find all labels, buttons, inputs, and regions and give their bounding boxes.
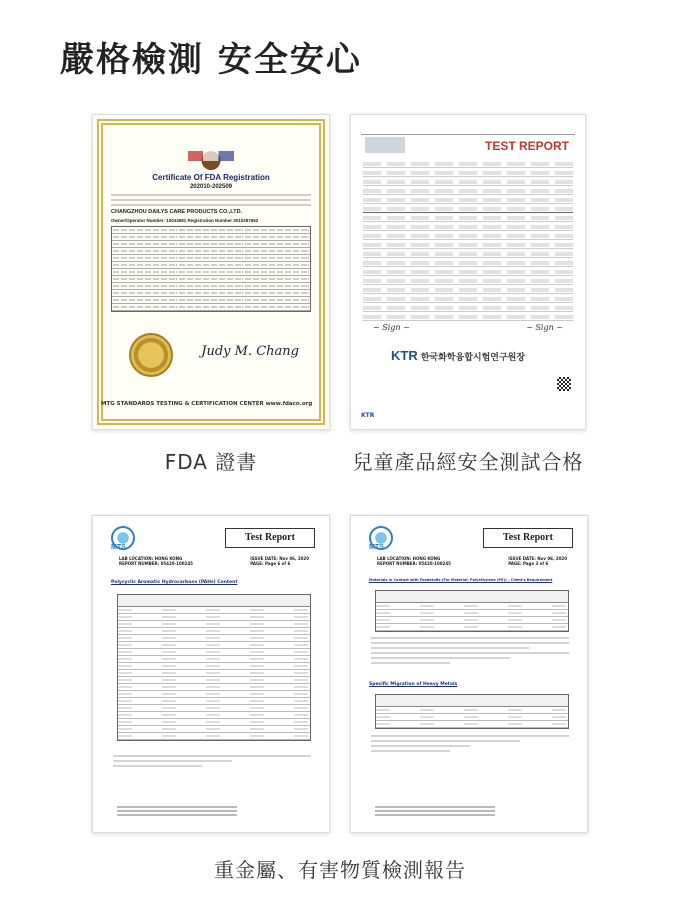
signature-right: ~ Sign ~ [526,323,563,332]
mts-test-report-heavy-metals-image: MTS Test Report LAB LOCATION: HONG KONG REPORT NUMBER: 05420-100245 ISSUE DATE: Nov 06, 2020 PAGE: Page 3 of 6 Materials in Contact with Foodstuffs (For Material: Polyethylene (PE)) – Client's Requirement Specific Migration of Heavy Metals [350,515,588,833]
fda-certificate-image [92,114,330,430]
test-report-badge: Test Report [483,528,573,548]
report-meta: LAB LOCATION: HONG KONG REPORT NUMBER: 05420-100245 ISSUE DATE: Nov 06, 2020 PAGE: Page 3 of 6 [377,556,567,566]
migration-results-table [375,590,569,632]
test-report-badge: Test Report [225,528,315,548]
report-footer [117,804,237,818]
report-meta: LAB LOCATION: HONG KONG REPORT NUMBER: 05420-100245 ISSUE DATE: Nov 06, 2020 PAGE: Page 6 of 6 [119,556,309,566]
report-section2-title: Specific Migration of Heavy Metals [369,682,458,687]
mts-test-report-pahs-image: MTS Test Report LAB LOCATION: HONG KONG REPORT NUMBER: 05420-100245 ISSUE DATE: Nov 06, 2020 PAGE: Page 6 of 6 Polycyclic Aromatic Hydrocarbons (PAHs) Content [92,515,330,833]
caption-heavy-metal: 重金屬、有害物質檢測報告 [214,858,466,882]
certificate-footer: MTG STANDARDS TESTING & CERTIFICATION CENTER www.fdacn.org [101,401,313,407]
report-section-title: Materials in Contact with Foodstuffs (For Material: Polyethylene (PE)) – Client's Requirement [369,578,553,582]
certificate-number: 202010-202509 [189,184,233,190]
caption-fda: FDA 證書 [164,450,258,474]
pahs-results-table [117,594,311,741]
certificate-signature: Judy M. Chang [201,344,299,359]
report-title: TEST REPORT [484,139,569,153]
eagle-emblem-icon [194,145,228,171]
report-results-table [363,159,573,321]
heavy-metals-table [375,694,569,729]
signature-left: ~ Sign ~ [373,323,410,332]
report-footer [375,804,495,818]
caption-children-safety: 兒童產品經安全測試合格 [352,450,584,474]
certificate-company: CHANGZHOU DAILYS CARE PRODUCTS CO.,LTD. [111,209,243,215]
report-footer-logo: KTR [361,412,375,419]
qr-code-icon [557,377,571,391]
certificate-owner-line: Owner/Operator Number: 10043581 Registration Number 3010287652 [111,218,259,223]
page-headline: 嚴格檢測 安全安心 [60,40,362,80]
report-section-title: Polycyclic Aromatic Hydrocarbons (PAHs) Content [111,580,238,585]
korean-test-report-image [350,114,586,430]
lab-logo-icon [365,137,405,153]
certificate-title: Certificate Of FDA Registration [152,173,270,182]
certificate-product-table [111,226,311,312]
ktr-logo: KTR 한국화학융합시험연구원장 [391,348,526,363]
gold-seal-icon [129,333,173,377]
